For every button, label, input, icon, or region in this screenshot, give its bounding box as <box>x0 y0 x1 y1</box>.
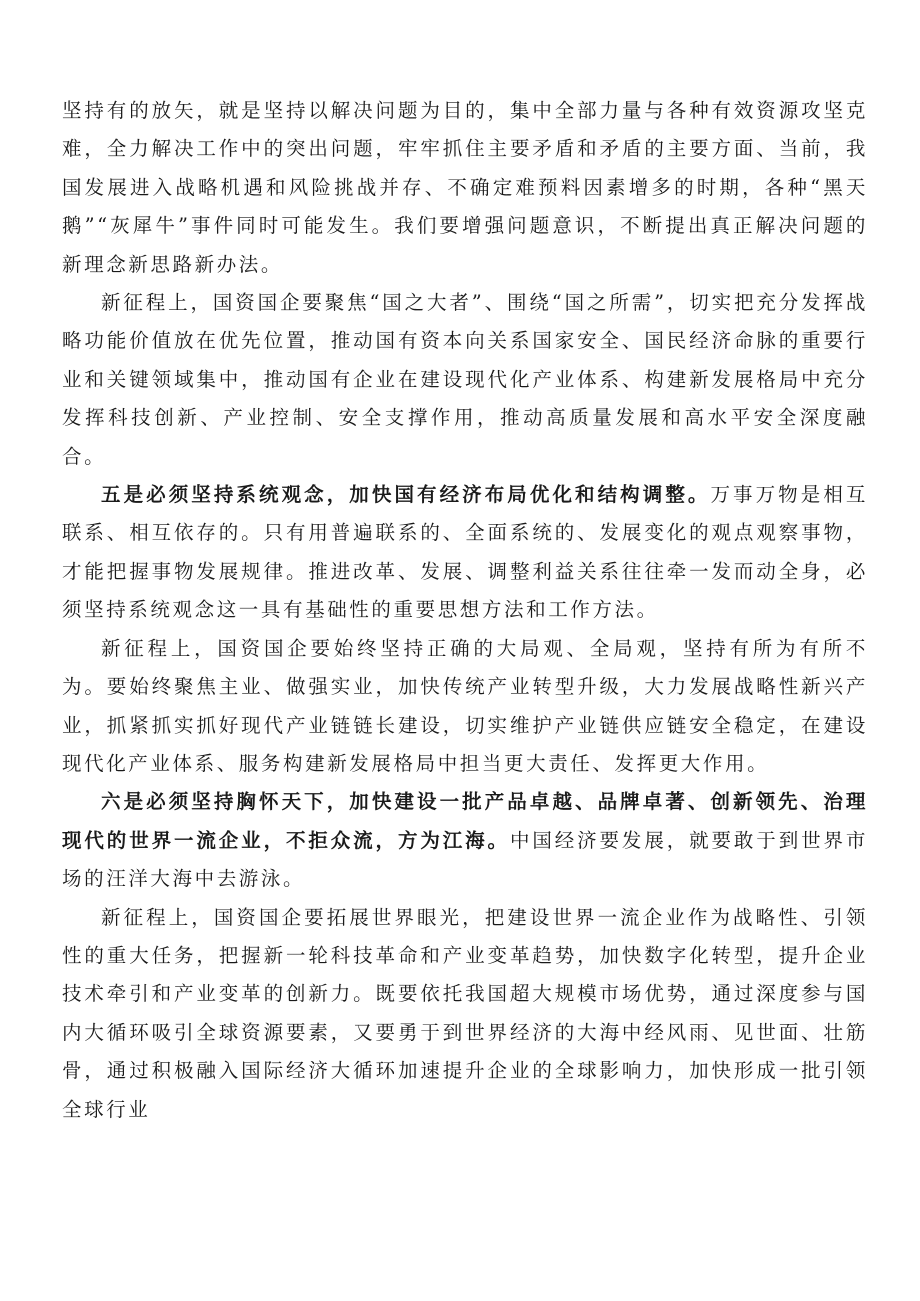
paragraph-4 <box>62 630 868 784</box>
paragraph-5 <box>62 783 868 898</box>
paragraph-6-text: 新征程上，国资国企要拓展世界眼光，把建设世界一流企业作为战略性、引领性的重大任务，把握新一轮科技革命和产业变革趋势，加快数字化转型，提升企业技术牵引和产业变革的创新力。既要依托我国超大规模市场优势，通过深度参与国内大循环吸引全球资源要素，又要勇于到世界经济的大海中经风雨、见世面、壮筋骨，通过积极融入国际经济大循环加速提升企业的全球影响力，加快形成一批引领全球行业 <box>62 905 868 1121</box>
paragraph-5-text: 中国经济要发展，就要敢于到世界市场的汪洋大海中去游泳。 <box>62 828 868 891</box>
paragraph-6 <box>62 899 868 1129</box>
paragraph-1 <box>62 92 868 284</box>
paragraph-3-text: 万事万物是相互联系、相互依存的。只有用普遍联系的、全面系统的、发展变化的观点观察事物，才能把握事物发展规律。推进改革、发展、调整利益关系往往牵一发而动全身，必须坚持系统观念这一具有基础性的重要思想方法和工作方法。 <box>62 483 869 622</box>
document-body <box>62 92 868 1129</box>
paragraph-1-text: 坚持有的放矢，就是坚持以解决问题为目的，集中全部力量与各种有效资源攻坚克难，全力解决工作中的突出问题，牢牢抓住主要矛盾和矛盾的主要方面、当前，我国发展进入战略机遇和风险挑战并存、不确定难预料因素增多的时期，各种“黑天鹅”“灰犀牛”事件同时可能发生。我们要增强问题意识，不断提出真正解决问题的新理念新思路新办法。 <box>62 99 868 276</box>
paragraph-2 <box>62 284 868 476</box>
paragraph-5-lead: 六是必须坚持胸怀天下，加快建设一批产品卓越、品牌卓著、创新领先、治理现代的世界一流企业，不拒众流，方为江海。 <box>62 790 868 852</box>
paragraph-4-text: 新征程上，国资国企要始终坚持正确的大局观、全局观，坚持有所为有所不为。要始终聚焦主业、做强实业，加快传统产业转型升级，大力发展战略性新兴产业，抓紧抓实抓好现代产业链链长建设，切实维护产业链供应链安全稳定，在建设现代化产业体系、服务构建新发展格局中担当更大责任、发挥更大作用。 <box>62 636 868 775</box>
paragraph-3-lead: 五是必须坚持系统观念，加快国有经济布局优化和结构调整。 <box>101 483 711 507</box>
paragraph-2-text: 新征程上，国资国企要聚焦“国之大者”、围绕“国之所需”，切实把充分发挥战略功能价值放在优先位置，推动国有资本向关系国家安全、国民经济命脉的重要行业和关键领域集中，推动国有企业在建设现代化产业体系、构建新发展格局中充分发挥科技创新、产业控制、安全支撑作用，推动高质量发展和高水平安全深度融合。 <box>62 291 868 468</box>
paragraph-3 <box>62 476 868 630</box>
